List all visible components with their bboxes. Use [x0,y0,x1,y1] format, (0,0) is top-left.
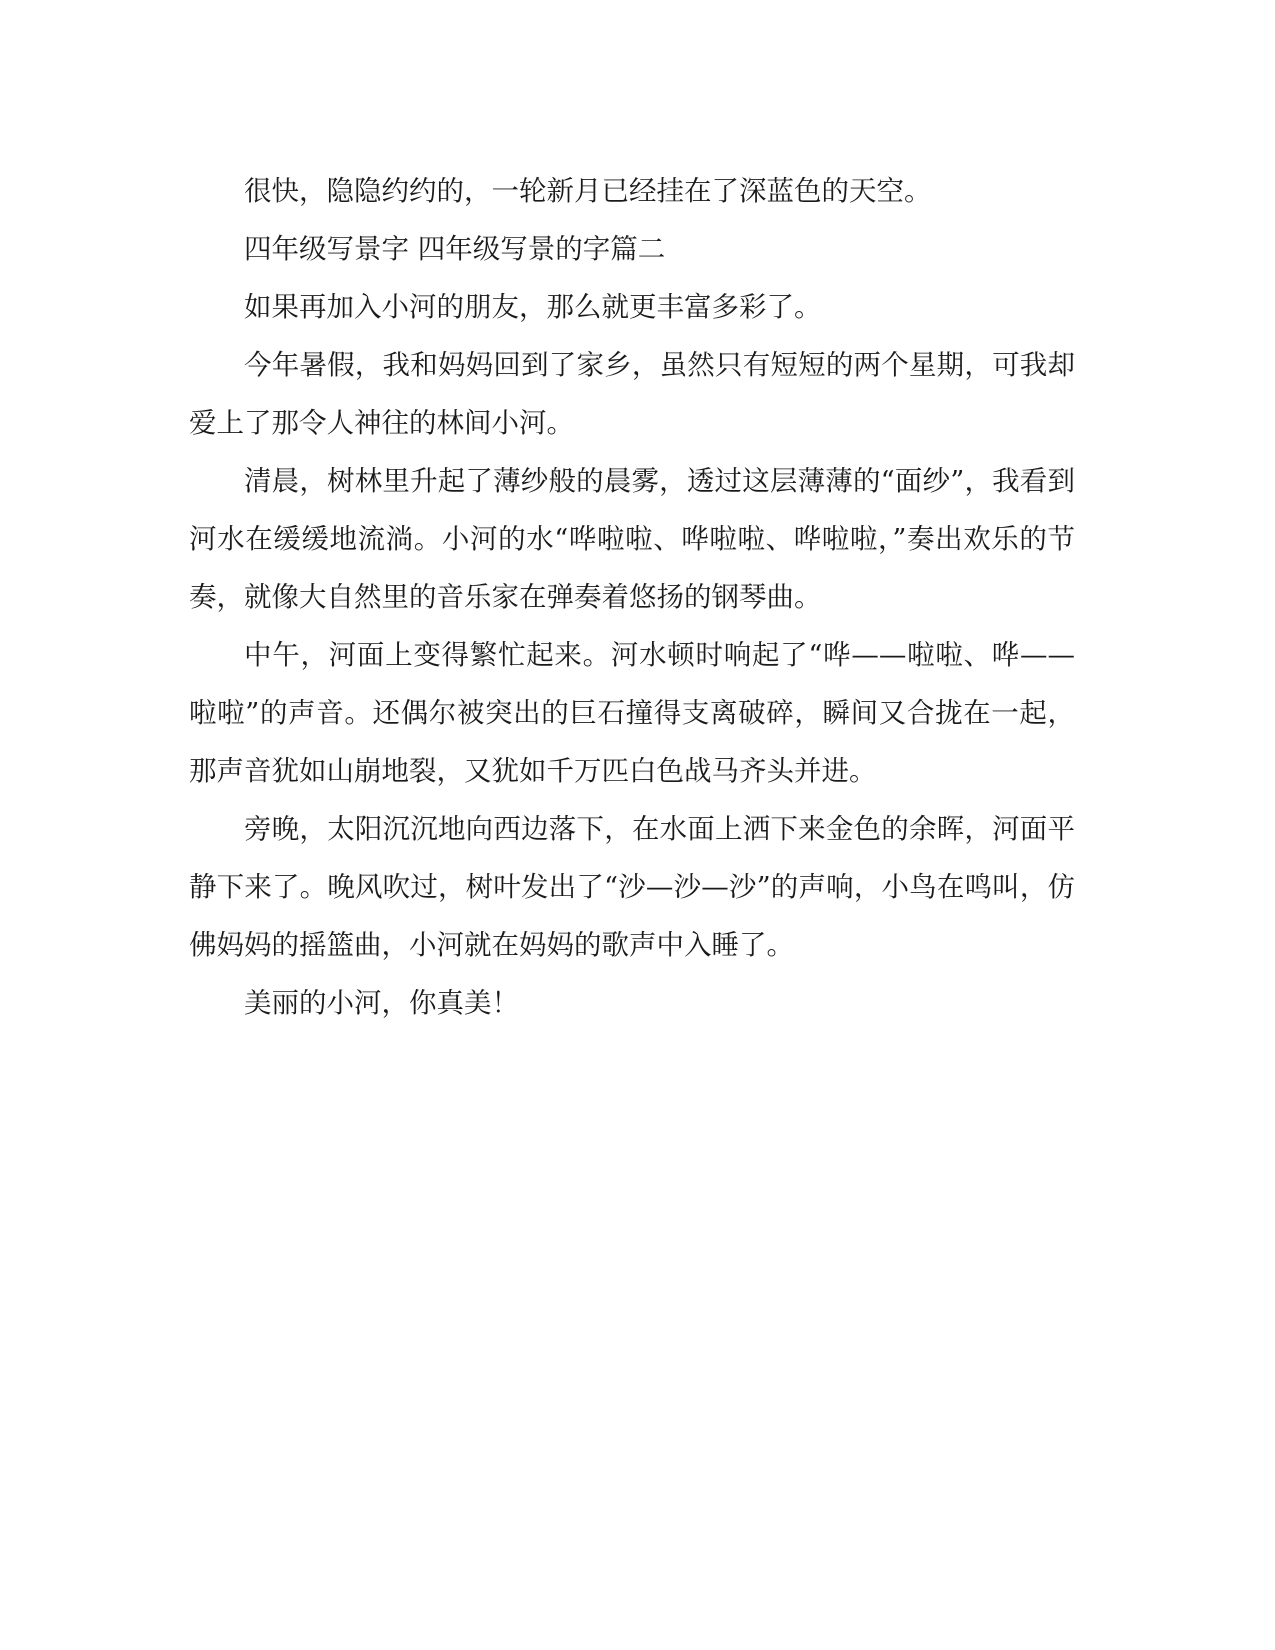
paragraph-7: 美丽的小河，你真美！ [244,987,519,1019]
section-heading: 四年级写景字 四年级写景的字篇二 [244,233,666,265]
paragraph-2: 如果再加入小河的朋友，那么就更丰富多彩了。 [244,291,822,323]
paragraph-5: 中午，河面上变得繁忙起来。河水顿时响起了“哗——啦啦、哗——啦啦”的声音。还偶尔被突出的巨石撞得支离破碎，瞬间又合拢在一起，那声音犹如山崩地裂，又犹如千万匹白色战马齐头并进。 [189,639,1075,787]
paragraph-3: 今年暑假，我和妈妈回到了家乡，虽然只有短短的两个星期，可我却爱上了那令人神往的林间小河。 [189,349,1075,439]
document-body [189,162,1075,1032]
paragraph-4: 清晨，树林里升起了薄纱般的晨雾，透过这层薄薄的“面纱”，我看到河水在缓缓地流淌。小河的水“哗啦啦、哗啦啦、哗啦啦，”奏出欢乐的节奏，就像大自然里的音乐家在弹奏着悠扬的钢琴曲。 [189,465,1075,613]
paragraph-1: 很快，隐隐约约的，一轮新月已经挂在了深蓝色的天空。 [244,175,932,207]
paragraph-6: 旁晚，太阳沉沉地向西边落下，在水面上洒下来金色的余晖，河面平静下来了。晚风吹过，树叶发出了“沙—沙—沙”的声响，小鸟在鸣叫，仿佛妈妈的摇篮曲，小河就在妈妈的歌声中入睡了。 [189,813,1075,961]
